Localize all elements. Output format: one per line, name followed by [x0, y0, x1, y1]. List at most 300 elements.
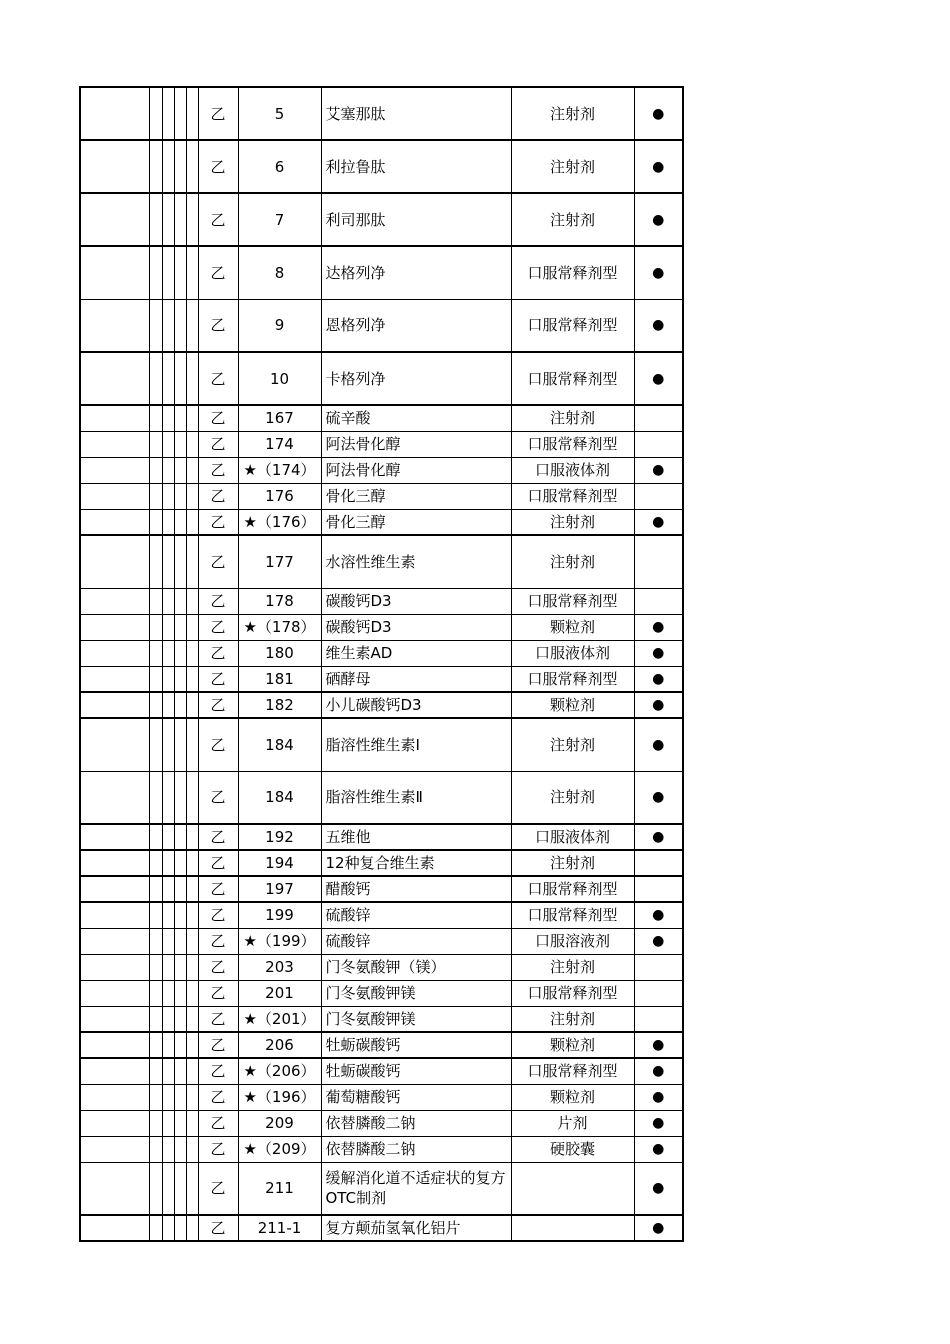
- number-cell: 9: [238, 299, 321, 352]
- drug-name-cell: 维生素AD: [321, 640, 511, 666]
- blank-cell: [149, 483, 162, 509]
- category-cell: 乙: [198, 666, 238, 692]
- drug-name-cell: 利拉鲁肽: [321, 140, 511, 193]
- table-row: [80, 405, 683, 431]
- number-cell: ★（174）: [238, 457, 321, 483]
- blank-cell: [174, 1136, 186, 1162]
- blank-cell: [186, 771, 198, 824]
- blank-cell: [186, 718, 198, 771]
- blank-cell: [149, 771, 162, 824]
- dosage-form-cell: [511, 1162, 634, 1215]
- blank-cell: [186, 666, 198, 692]
- blank-cell: [149, 140, 162, 193]
- blank-cell: [186, 405, 198, 431]
- number-cell: 181: [238, 666, 321, 692]
- dosage-form-cell: 口服常释剂型: [511, 666, 634, 692]
- blank-cell: [186, 850, 198, 876]
- drug-name-cell: 缓解消化道不适症状的复方OTC制剂: [321, 1162, 511, 1215]
- table-row: [80, 1136, 683, 1162]
- dosage-form-cell: 口服溶液剂: [511, 928, 634, 954]
- number-cell: ★（201）: [238, 1006, 321, 1032]
- blank-cell: [186, 1058, 198, 1084]
- table-row: [80, 928, 683, 954]
- mark-cell: ●: [634, 509, 683, 535]
- drug-name-cell: 骨化三醇: [321, 483, 511, 509]
- blank-cell: [80, 1136, 149, 1162]
- table-row: [80, 824, 683, 850]
- blank-cell: [162, 1162, 174, 1215]
- dosage-form-cell: 片剂: [511, 1110, 634, 1136]
- category-cell: 乙: [198, 352, 238, 405]
- blank-cell: [149, 193, 162, 246]
- blank-cell: [80, 640, 149, 666]
- blank-cell: [162, 876, 174, 902]
- number-cell: 201: [238, 980, 321, 1006]
- blank-cell: [174, 352, 186, 405]
- blank-cell: [174, 771, 186, 824]
- dosage-form-cell: 颗粒剂: [511, 1032, 634, 1058]
- blank-cell: [162, 87, 174, 140]
- blank-cell: [80, 352, 149, 405]
- blank-cell: [162, 1215, 174, 1241]
- blank-cell: [149, 640, 162, 666]
- blank-cell: [186, 352, 198, 405]
- mark-cell: [634, 431, 683, 457]
- blank-cell: [186, 1136, 198, 1162]
- blank-cell: [186, 1006, 198, 1032]
- drug-name-cell: 硒酵母: [321, 666, 511, 692]
- drug-name-cell: 复方颠茄氢氧化铝片: [321, 1215, 511, 1241]
- blank-cell: [80, 850, 149, 876]
- blank-cell: [80, 980, 149, 1006]
- dosage-form-cell: 注射剂: [511, 405, 634, 431]
- category-cell: 乙: [198, 954, 238, 980]
- number-cell: 211-1: [238, 1215, 321, 1241]
- table-row: [80, 1058, 683, 1084]
- number-cell: 180: [238, 640, 321, 666]
- category-cell: 乙: [198, 1058, 238, 1084]
- drug-name-cell: 五维他: [321, 824, 511, 850]
- drug-list-table: [79, 86, 684, 1242]
- blank-cell: [174, 457, 186, 483]
- blank-cell: [162, 850, 174, 876]
- blank-cell: [80, 1162, 149, 1215]
- blank-cell: [149, 1084, 162, 1110]
- dosage-form-cell: 颗粒剂: [511, 692, 634, 718]
- blank-cell: [186, 535, 198, 588]
- blank-cell: [174, 1032, 186, 1058]
- drug-name-cell: 硫酸锌: [321, 928, 511, 954]
- mark-cell: ●: [634, 1032, 683, 1058]
- drug-name-cell: 利司那肽: [321, 193, 511, 246]
- number-cell: 6: [238, 140, 321, 193]
- blank-cell: [80, 299, 149, 352]
- blank-cell: [174, 876, 186, 902]
- blank-cell: [80, 771, 149, 824]
- blank-cell: [80, 431, 149, 457]
- drug-name-cell: 骨化三醇: [321, 509, 511, 535]
- blank-cell: [174, 954, 186, 980]
- mark-cell: ●: [634, 1162, 683, 1215]
- drug-name-cell: 脂溶性维生素Ⅱ: [321, 771, 511, 824]
- dosage-form-cell: 硬胶囊: [511, 1136, 634, 1162]
- blank-cell: [80, 1084, 149, 1110]
- blank-cell: [174, 850, 186, 876]
- blank-cell: [186, 980, 198, 1006]
- blank-cell: [162, 483, 174, 509]
- blank-cell: [149, 1215, 162, 1241]
- blank-cell: [149, 352, 162, 405]
- category-cell: 乙: [198, 457, 238, 483]
- blank-cell: [149, 1110, 162, 1136]
- category-cell: 乙: [198, 692, 238, 718]
- blank-cell: [186, 954, 198, 980]
- mark-cell: ●: [634, 1215, 683, 1241]
- blank-cell: [174, 692, 186, 718]
- mark-cell: ●: [634, 640, 683, 666]
- number-cell: 167: [238, 405, 321, 431]
- blank-cell: [174, 614, 186, 640]
- blank-cell: [80, 1215, 149, 1241]
- drug-name-cell: 恩格列净: [321, 299, 511, 352]
- blank-cell: [149, 824, 162, 850]
- blank-cell: [186, 246, 198, 299]
- drug-name-cell: 门冬氨酸钾（镁）: [321, 954, 511, 980]
- table-row: [80, 850, 683, 876]
- dosage-form-cell: 注射剂: [511, 850, 634, 876]
- blank-cell: [80, 666, 149, 692]
- blank-cell: [80, 954, 149, 980]
- blank-cell: [186, 1084, 198, 1110]
- dosage-form-cell: 口服常释剂型: [511, 246, 634, 299]
- blank-cell: [80, 535, 149, 588]
- dosage-form-cell: 颗粒剂: [511, 1084, 634, 1110]
- blank-cell: [186, 457, 198, 483]
- blank-cell: [186, 902, 198, 928]
- number-cell: 177: [238, 535, 321, 588]
- blank-cell: [149, 928, 162, 954]
- mark-cell: [634, 980, 683, 1006]
- number-cell: 174: [238, 431, 321, 457]
- blank-cell: [162, 509, 174, 535]
- mark-cell: ●: [634, 246, 683, 299]
- blank-cell: [174, 902, 186, 928]
- blank-cell: [162, 771, 174, 824]
- blank-cell: [162, 457, 174, 483]
- category-cell: 乙: [198, 902, 238, 928]
- dosage-form-cell: 注射剂: [511, 771, 634, 824]
- category-cell: 乙: [198, 588, 238, 614]
- table-row: [80, 614, 683, 640]
- number-cell: 194: [238, 850, 321, 876]
- blank-cell: [149, 405, 162, 431]
- category-cell: 乙: [198, 980, 238, 1006]
- category-cell: 乙: [198, 771, 238, 824]
- drug-name-cell: 葡萄糖酸钙: [321, 1084, 511, 1110]
- blank-cell: [186, 431, 198, 457]
- blank-cell: [149, 299, 162, 352]
- blank-cell: [162, 954, 174, 980]
- category-cell: 乙: [198, 140, 238, 193]
- number-cell: 209: [238, 1110, 321, 1136]
- blank-cell: [186, 614, 198, 640]
- blank-cell: [162, 140, 174, 193]
- table-row: [80, 483, 683, 509]
- mark-cell: ●: [634, 902, 683, 928]
- category-cell: 乙: [198, 928, 238, 954]
- drug-name-cell: 依替膦酸二钠: [321, 1136, 511, 1162]
- number-cell: 197: [238, 876, 321, 902]
- blank-cell: [174, 824, 186, 850]
- number-cell: 178: [238, 588, 321, 614]
- blank-cell: [80, 718, 149, 771]
- table-row: [80, 588, 683, 614]
- blank-cell: [149, 692, 162, 718]
- mark-cell: ●: [634, 1110, 683, 1136]
- blank-cell: [174, 431, 186, 457]
- blank-cell: [80, 692, 149, 718]
- category-cell: 乙: [198, 405, 238, 431]
- blank-cell: [174, 246, 186, 299]
- table-row: [80, 1110, 683, 1136]
- blank-cell: [149, 1058, 162, 1084]
- table-row: [80, 1032, 683, 1058]
- blank-cell: [174, 140, 186, 193]
- blank-cell: [80, 140, 149, 193]
- blank-cell: [149, 850, 162, 876]
- dosage-form-cell: 口服液体剂: [511, 640, 634, 666]
- blank-cell: [80, 246, 149, 299]
- blank-cell: [162, 692, 174, 718]
- mark-cell: ●: [634, 457, 683, 483]
- blank-cell: [162, 718, 174, 771]
- dosage-form-cell: 注射剂: [511, 193, 634, 246]
- table-row: [80, 457, 683, 483]
- blank-cell: [149, 666, 162, 692]
- category-cell: 乙: [198, 1215, 238, 1241]
- blank-cell: [149, 509, 162, 535]
- blank-cell: [80, 87, 149, 140]
- drug-name-cell: 卡格列净: [321, 352, 511, 405]
- blank-cell: [162, 928, 174, 954]
- blank-cell: [80, 1110, 149, 1136]
- blank-cell: [174, 666, 186, 692]
- blank-cell: [174, 299, 186, 352]
- drug-name-cell: 牡蛎碳酸钙: [321, 1058, 511, 1084]
- blank-cell: [162, 640, 174, 666]
- table-row: [80, 431, 683, 457]
- blank-cell: [186, 299, 198, 352]
- mark-cell: [634, 588, 683, 614]
- dosage-form-cell: 口服常释剂型: [511, 902, 634, 928]
- blank-cell: [174, 509, 186, 535]
- category-cell: 乙: [198, 1162, 238, 1215]
- number-cell: ★（176）: [238, 509, 321, 535]
- drug-name-cell: 门冬氨酸钾镁: [321, 980, 511, 1006]
- blank-cell: [162, 405, 174, 431]
- blank-cell: [149, 431, 162, 457]
- mark-cell: ●: [634, 193, 683, 246]
- blank-cell: [80, 588, 149, 614]
- blank-cell: [80, 193, 149, 246]
- blank-cell: [162, 614, 174, 640]
- number-cell: 184: [238, 718, 321, 771]
- blank-cell: [186, 1162, 198, 1215]
- blank-cell: [149, 535, 162, 588]
- table-row: [80, 509, 683, 535]
- number-cell: 182: [238, 692, 321, 718]
- table-body: [80, 87, 683, 1241]
- category-cell: 乙: [198, 1136, 238, 1162]
- blank-cell: [162, 1136, 174, 1162]
- drug-name-cell: 牡蛎碳酸钙: [321, 1032, 511, 1058]
- category-cell: 乙: [198, 431, 238, 457]
- dosage-form-cell: 注射剂: [511, 87, 634, 140]
- drug-name-cell: 依替膦酸二钠: [321, 1110, 511, 1136]
- category-cell: 乙: [198, 850, 238, 876]
- blank-cell: [174, 535, 186, 588]
- number-cell: 8: [238, 246, 321, 299]
- dosage-form-cell: 颗粒剂: [511, 614, 634, 640]
- drug-name-cell: 阿法骨化醇: [321, 457, 511, 483]
- blank-cell: [186, 140, 198, 193]
- table-row: [80, 299, 683, 352]
- dosage-form-cell: 注射剂: [511, 509, 634, 535]
- mark-cell: ●: [634, 928, 683, 954]
- table-row: [80, 246, 683, 299]
- blank-cell: [162, 588, 174, 614]
- blank-cell: [162, 902, 174, 928]
- blank-cell: [174, 980, 186, 1006]
- category-cell: 乙: [198, 483, 238, 509]
- drug-name-cell: 水溶性维生素: [321, 535, 511, 588]
- blank-cell: [149, 246, 162, 299]
- blank-cell: [162, 431, 174, 457]
- dosage-form-cell: 口服液体剂: [511, 457, 634, 483]
- blank-cell: [162, 352, 174, 405]
- blank-cell: [162, 1110, 174, 1136]
- table-row: [80, 87, 683, 140]
- blank-cell: [80, 928, 149, 954]
- blank-cell: [162, 1084, 174, 1110]
- blank-cell: [80, 614, 149, 640]
- blank-cell: [174, 640, 186, 666]
- category-cell: 乙: [198, 640, 238, 666]
- table-row: [80, 1215, 683, 1241]
- table-row: [80, 193, 683, 246]
- mark-cell: ●: [634, 1136, 683, 1162]
- category-cell: 乙: [198, 193, 238, 246]
- mark-cell: [634, 535, 683, 588]
- mark-cell: [634, 850, 683, 876]
- blank-cell: [174, 1006, 186, 1032]
- table-row: [80, 902, 683, 928]
- blank-cell: [186, 193, 198, 246]
- blank-cell: [80, 1006, 149, 1032]
- blank-cell: [186, 1110, 198, 1136]
- table-row: [80, 140, 683, 193]
- drug-name-cell: 阿法骨化醇: [321, 431, 511, 457]
- blank-cell: [174, 483, 186, 509]
- blank-cell: [174, 405, 186, 431]
- mark-cell: ●: [634, 692, 683, 718]
- dosage-form-cell: 口服常释剂型: [511, 299, 634, 352]
- table-row: [80, 771, 683, 824]
- drug-name-cell: 小儿碳酸钙D3: [321, 692, 511, 718]
- table-row: [80, 666, 683, 692]
- blank-cell: [149, 980, 162, 1006]
- drug-name-cell: 碳酸钙D3: [321, 588, 511, 614]
- table-row: [80, 954, 683, 980]
- blank-cell: [186, 876, 198, 902]
- dosage-form-cell: 口服常释剂型: [511, 876, 634, 902]
- blank-cell: [80, 509, 149, 535]
- blank-cell: [80, 1032, 149, 1058]
- table-row: [80, 980, 683, 1006]
- table-row: [80, 1006, 683, 1032]
- drug-name-cell: 碳酸钙D3: [321, 614, 511, 640]
- blank-cell: [186, 928, 198, 954]
- dosage-form-cell: 注射剂: [511, 954, 634, 980]
- category-cell: 乙: [198, 509, 238, 535]
- blank-cell: [174, 1110, 186, 1136]
- blank-cell: [174, 1084, 186, 1110]
- category-cell: 乙: [198, 824, 238, 850]
- drug-name-cell: 硫酸锌: [321, 902, 511, 928]
- blank-cell: [174, 928, 186, 954]
- category-cell: 乙: [198, 614, 238, 640]
- blank-cell: [149, 614, 162, 640]
- mark-cell: [634, 954, 683, 980]
- blank-cell: [149, 1162, 162, 1215]
- blank-cell: [80, 824, 149, 850]
- blank-cell: [162, 535, 174, 588]
- blank-cell: [186, 824, 198, 850]
- number-cell: 7: [238, 193, 321, 246]
- dosage-form-cell: 注射剂: [511, 1006, 634, 1032]
- blank-cell: [186, 87, 198, 140]
- blank-cell: [80, 405, 149, 431]
- blank-cell: [186, 1215, 198, 1241]
- mark-cell: ●: [634, 666, 683, 692]
- dosage-form-cell: 口服常释剂型: [511, 352, 634, 405]
- number-cell: ★（209）: [238, 1136, 321, 1162]
- blank-cell: [162, 1006, 174, 1032]
- mark-cell: ●: [634, 1084, 683, 1110]
- number-cell: 206: [238, 1032, 321, 1058]
- mark-cell: ●: [634, 299, 683, 352]
- number-cell: 184: [238, 771, 321, 824]
- dosage-form-cell: 口服常释剂型: [511, 588, 634, 614]
- number-cell: 176: [238, 483, 321, 509]
- blank-cell: [149, 1032, 162, 1058]
- table-row: [80, 535, 683, 588]
- blank-cell: [162, 246, 174, 299]
- blank-cell: [149, 1136, 162, 1162]
- blank-cell: [174, 718, 186, 771]
- drug-name-cell: 门冬氨酸钾镁: [321, 1006, 511, 1032]
- blank-cell: [186, 509, 198, 535]
- blank-cell: [174, 1058, 186, 1084]
- mark-cell: ●: [634, 140, 683, 193]
- category-cell: 乙: [198, 535, 238, 588]
- table-row: [80, 352, 683, 405]
- blank-cell: [174, 588, 186, 614]
- drug-name-cell: 12种复合维生素: [321, 850, 511, 876]
- blank-cell: [149, 902, 162, 928]
- blank-cell: [186, 692, 198, 718]
- blank-cell: [80, 902, 149, 928]
